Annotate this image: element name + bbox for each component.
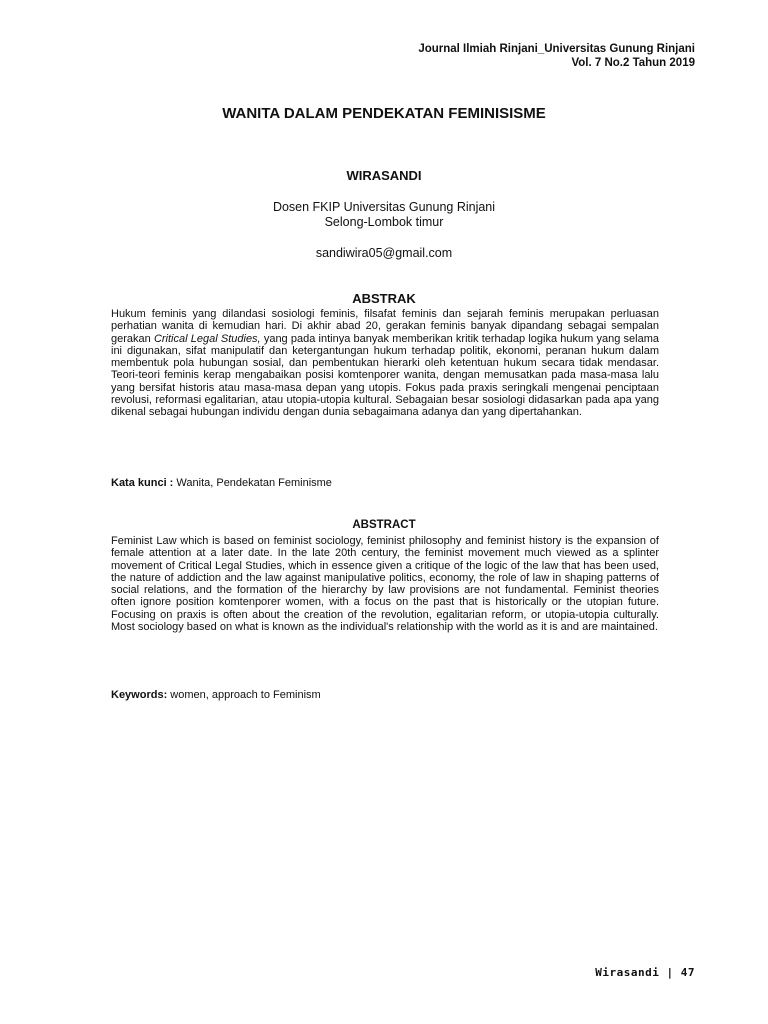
keywords-value: women, approach to Feminism	[167, 689, 321, 701]
affiliation-line-1: Dosen FKIP Universitas Gunung Rinjani	[272, 200, 496, 214]
keywords-label: Keywords:	[111, 689, 168, 701]
abstract-paragraph: Feminist Law which is based on feminist sociology, feminist philosophy and feminist history is the expansion of female attention at a later date. In the late 20th century, the feminist movement much viewed as a splinter movement of Critical Legal Studies, which in essence given a critique of the logic of the law that has been used, the nature of addiction and the law against manipulative politics, economy, the role of law in shaping patterns of social relations, and the formation of the hierarchy by law provisions are not fundamental. Feminist theories often ignore position komtenporer women, with a focus on the past that is historically or the utopian future. Focusing on praxis is often about the creation of the revolution, egalitarian reform, or utopia-utopia culturally. Most sociology based on what is known as the individual's relationship with the world as it is and are maintained.	[111, 535, 659, 634]
author-affiliation	[0, 200, 768, 230]
abstrak-paragraph	[111, 308, 659, 419]
journal-volume: Vol. 7 No.2 Tahun 2019	[571, 57, 695, 69]
abstrak-text-italic: Critical Legal Studies,	[153, 332, 261, 345]
keywords-line	[111, 689, 659, 701]
kata-kunci-value: Wanita, Pendekatan Feminisme	[173, 477, 332, 489]
abstrak-heading: ABSTRAK	[352, 291, 416, 306]
footer-separator: |	[666, 966, 674, 979]
page-footer	[595, 966, 695, 979]
abstract-heading: ABSTRACT	[352, 519, 416, 531]
footer-author: Wirasandi	[595, 966, 660, 979]
abstrak-text-part-2: yang pada intinya banyak memberikan kritik terhadap logika hukum yang selama ini digunakan, sifat manipulatif dan ketergantungan hukum terhadap politik, ekonomi, peranan hukum dalam membentuk pola hubungan sosial, dan pembentukan hierarki oleh ketentuan hukum secara tidak mendasar. Teori-teori feminis kerap mengabaikan posisi komtenporer wanita, dengan memusatkan pada masa-masa lalu yang bersifat historis atau masa-masa depan yang utopis. Fokus pada praxis seringkali mengenai penciptaan revolusi, reformasi egalitarian, atau utopia-utopia kultural. Sebagaian besar sosiologi didasarkan pada apa yang dikenal sebagai hubungan individu dengan dunia sebagaimana adanya dan yang dipertahankan.	[111, 332, 659, 419]
abstrak-text-part-1: Hukum feminis yang dilandasi sosiologi feminis, filsafat feminis dan sejarah feminis merupakan perluasan perhatian wanita di kemudian hari. Di akhir abad 20, gerakan feminis banyak dipandang sebagai sempalan gerakan	[111, 308, 659, 345]
author-name: WIRASANDI	[346, 168, 422, 183]
kata-kunci-label: Kata kunci :	[111, 477, 174, 489]
page-number: 47	[680, 966, 695, 979]
author-email: sandiwira05@gmail.com	[315, 246, 453, 260]
journal-header	[418, 42, 695, 70]
kata-kunci-line	[111, 477, 659, 489]
journal-name: Journal Ilmiah Rinjani_Universitas Gunung Rinjani	[418, 43, 695, 55]
paper-title: WANITA DALAM PENDEKATAN FEMINISISME	[222, 105, 546, 122]
affiliation-line-2: Selong-Lombok timur	[324, 215, 444, 229]
